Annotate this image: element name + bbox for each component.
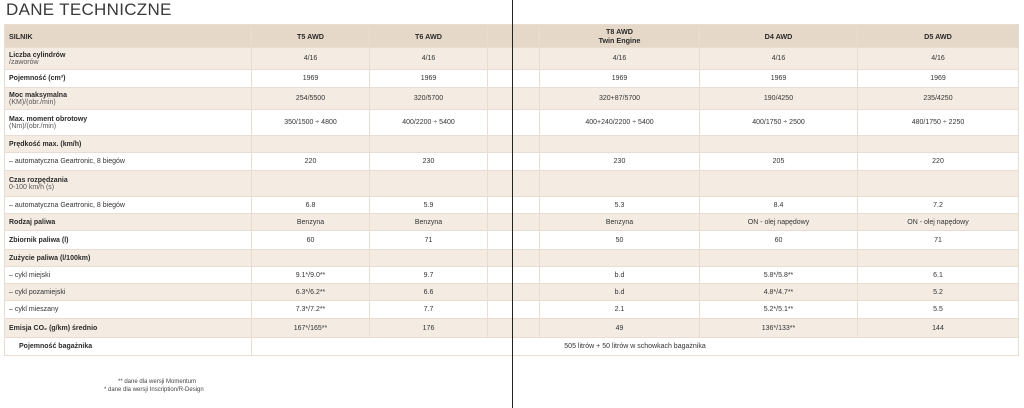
row-label-text: Prędkość max. (km/h)	[9, 140, 82, 148]
table-cell: 220	[858, 153, 1019, 171]
table-cell: 49	[540, 319, 700, 338]
table-cell: 60	[252, 231, 370, 250]
table-cell: b.d	[540, 284, 700, 301]
row-label-text: Rodzaj paliwa	[9, 218, 56, 226]
table-cell: 167*/165**	[252, 319, 370, 338]
row-label	[5, 88, 252, 110]
table-cell	[488, 70, 540, 88]
table-cell: 1969	[858, 70, 1019, 88]
footnotes	[104, 378, 204, 394]
table-cell: 230	[370, 153, 488, 171]
table-cell: 9.1*/9.0**	[252, 267, 370, 284]
table-cell: 6.6	[370, 284, 488, 301]
table-cell: 4/16	[700, 48, 858, 70]
table-cell: 480/1750 ÷ 2250	[858, 110, 1019, 136]
table-cell: 1969	[540, 70, 700, 88]
row-label-unit: /zaworów	[9, 58, 39, 66]
table-cell: 1969	[252, 70, 370, 88]
header-t8-line2: Twin Engine	[598, 36, 641, 45]
row-label-text: Zbiornik paliwa (l)	[9, 236, 69, 244]
row-label	[5, 214, 252, 231]
table-cell: 7.7	[370, 301, 488, 319]
row-label	[5, 153, 252, 171]
table-cell	[488, 136, 540, 153]
table-cell: 5.5	[858, 301, 1019, 319]
row-label-text: – cykl miejski	[9, 271, 51, 279]
table-cell	[488, 301, 540, 319]
table-cell: 1969	[370, 70, 488, 88]
header-t6: T6 AWD	[370, 25, 488, 48]
table-cell: 4/16	[540, 48, 700, 70]
table-cell: 350/1500 ÷ 4800	[252, 110, 370, 136]
row-label	[5, 136, 252, 153]
table-cell: 4/16	[370, 48, 488, 70]
header-d5: D5 AWD	[858, 25, 1019, 48]
table-cell: 144	[858, 319, 1019, 338]
table-cell: 235/4250	[858, 88, 1019, 110]
table-cell	[488, 153, 540, 171]
row-label-text: Emisja CO₂ (g/km) średnio	[9, 324, 98, 332]
table-cell: 4/16	[858, 48, 1019, 70]
row-label-text: Liczba cylindrów	[9, 51, 66, 59]
row-label	[5, 250, 252, 267]
table-cell: 320/5700	[370, 88, 488, 110]
row-label-text: – cykl mieszany	[9, 306, 59, 313]
page-title: DANE TECHNICZNE	[6, 0, 172, 19]
table-cell	[858, 171, 1019, 197]
table-cell	[700, 136, 858, 153]
table-cell	[540, 171, 700, 197]
header-t8	[540, 25, 700, 48]
row-label-text: – automatyczna Geartronic, 8 biegów	[9, 201, 125, 209]
table-cell: 5.2	[858, 284, 1019, 301]
table-cell: 190/4250	[700, 88, 858, 110]
table-cell: 6.1	[858, 267, 1019, 284]
table-cell: 220	[252, 153, 370, 171]
table-cell: 6.3*/6.2**	[252, 284, 370, 301]
table-cell: 8.4	[700, 197, 858, 214]
row-label-text: Zużycie paliwa (l/100km)	[9, 254, 91, 262]
header-t5: T5 AWD	[252, 25, 370, 48]
table-cell	[700, 250, 858, 267]
page-divider	[512, 0, 513, 408]
row-label	[5, 319, 252, 338]
table-cell: 5.3	[540, 197, 700, 214]
table-cell	[252, 171, 370, 197]
table-cell: ON - olej napędowy	[858, 214, 1019, 231]
table-cell	[700, 171, 858, 197]
row-label-text: Czas rozpędzania	[9, 176, 68, 184]
row-label	[5, 301, 252, 319]
footnote-inscription: * dane dla wersji Inscription/R-Design	[104, 387, 204, 393]
table-cell	[488, 110, 540, 136]
row-label	[5, 197, 252, 214]
table-cell	[488, 48, 540, 70]
row-label-text: – automatyczna Geartronic, 8 biegów	[9, 158, 125, 165]
table-cell	[488, 214, 540, 231]
table-cell: b.d	[540, 267, 700, 284]
table-cell	[858, 250, 1019, 267]
table-cell: 50	[540, 231, 700, 250]
table-cell: 71	[858, 231, 1019, 250]
row-label	[5, 48, 252, 70]
table-cell: 71	[370, 231, 488, 250]
row-label-text: Pojemność (cm³)	[9, 75, 66, 82]
table-cell: 400/1750 ÷ 2500	[700, 110, 858, 136]
row-label-unit: (Nm)/(obr./min)	[9, 122, 57, 130]
table-cell: 2.1	[540, 301, 700, 319]
table-cell: 4.8*/4.7**	[700, 284, 858, 301]
table-cell: 400+240/2200 ÷ 5400	[540, 110, 700, 136]
row-label	[5, 267, 252, 284]
table-cell: 4/16	[252, 48, 370, 70]
table-cell	[488, 250, 540, 267]
table-cell	[858, 136, 1019, 153]
row-label	[5, 284, 252, 301]
row-label-text: Pojemność bagażnika	[19, 343, 93, 350]
header-t8-line1: T8 AWD	[606, 27, 633, 36]
table-cell	[252, 250, 370, 267]
table-cell: 254/5500	[252, 88, 370, 110]
table-cell	[540, 250, 700, 267]
table-cell: 5.8*/5.8**	[700, 267, 858, 284]
table-cell: 205	[700, 153, 858, 171]
table-cell: 60	[700, 231, 858, 250]
row-label-text: Moc maksymalna	[9, 91, 67, 99]
trunk-capacity-value: 505 litrów + 50 litrów w schowkach bagażnika	[252, 338, 1019, 356]
table-cell	[488, 284, 540, 301]
table-cell: Benzyna	[540, 214, 700, 231]
table-cell: 1969	[700, 70, 858, 88]
footnote-momentum: ** dane dla wersji Momentum	[118, 379, 197, 385]
row-label	[5, 231, 252, 250]
table-cell: 230	[540, 153, 700, 171]
table-cell	[370, 250, 488, 267]
row-label-text: Max. moment obrotowy	[9, 115, 88, 123]
row-label	[5, 70, 252, 88]
table-cell: 5.9	[370, 197, 488, 214]
row-label	[5, 110, 252, 136]
table-cell: 6.8	[252, 197, 370, 214]
row-label-text: – cykl pozamiejski	[9, 288, 66, 296]
table-cell	[488, 267, 540, 284]
header-d4: D4 AWD	[700, 25, 858, 48]
table-cell: 5.2*/5.1**	[700, 301, 858, 319]
table-cell	[488, 319, 540, 338]
table-cell: ON - olej napędowy	[700, 214, 858, 231]
table-cell: 7.3*/7.2**	[252, 301, 370, 319]
table-cell	[540, 136, 700, 153]
table-cell: 136*/133**	[700, 319, 858, 338]
table-cell: Benzyna	[370, 214, 488, 231]
header-blank	[488, 25, 540, 48]
table-cell	[488, 231, 540, 250]
table-cell: 320+87/5700	[540, 88, 700, 110]
row-label	[5, 171, 252, 197]
table-cell: 7.2	[858, 197, 1019, 214]
table-cell: Benzyna	[252, 214, 370, 231]
table-cell	[252, 136, 370, 153]
table-cell	[488, 88, 540, 110]
table-cell	[488, 171, 540, 197]
table-cell	[370, 136, 488, 153]
header-engine: SILNIK	[5, 25, 252, 48]
table-cell: 176	[370, 319, 488, 338]
table-cell	[488, 197, 540, 214]
row-label	[5, 338, 252, 356]
table-cell	[370, 171, 488, 197]
row-label-unit: 0-100 km/h (s)	[9, 183, 55, 191]
row-label-unit: (KM)/(obr./min)	[9, 98, 56, 106]
table-cell: 9.7	[370, 267, 488, 284]
table-cell: 400/2200 ÷ 5400	[370, 110, 488, 136]
